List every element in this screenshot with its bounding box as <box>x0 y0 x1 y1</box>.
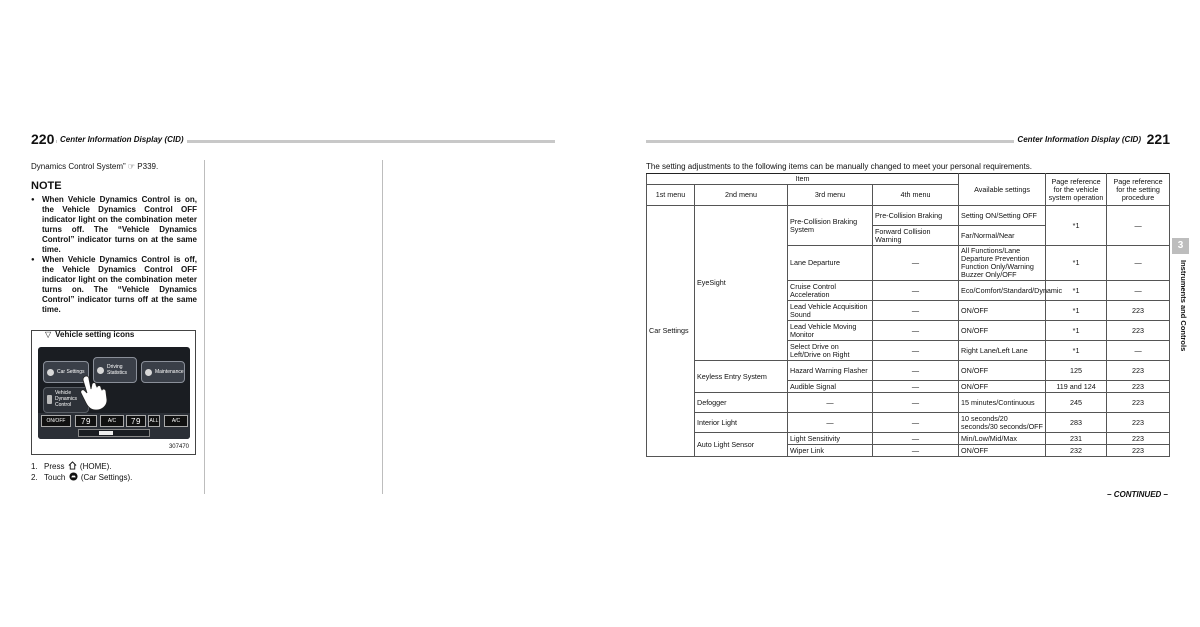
car-settings-table <box>646 173 1170 457</box>
chapter-label: Instruments and Controls <box>1179 260 1188 352</box>
column-divider <box>204 160 205 494</box>
cell-available: ON/OFF <box>959 445 1046 457</box>
cell-ref-system: *1 <box>1046 206 1107 246</box>
figure-code: 307470 <box>168 444 189 450</box>
header-available-settings: Available settings <box>959 174 1046 206</box>
step-text: Press <box>44 462 65 471</box>
instruction-steps <box>31 461 132 483</box>
note-heading: NOTE <box>31 180 62 192</box>
cell-4th-menu: — <box>873 246 959 281</box>
wrench-icon <box>145 369 152 376</box>
car-settings-icon <box>47 369 54 376</box>
cell-4th-menu: Pre-Collision Braking <box>873 206 959 226</box>
step-item <box>31 472 132 483</box>
cell-3rd-menu: — <box>788 393 873 413</box>
step-text: (Car Settings). <box>80 473 133 482</box>
cell-4th-menu: — <box>873 413 959 433</box>
right-temperature: 79 <box>126 415 146 427</box>
cell-available: ON/OFF <box>959 381 1046 393</box>
cell-ref-system: 119 and 124 <box>1046 381 1107 393</box>
cell-4th-menu: — <box>873 445 959 457</box>
cid-screen <box>38 347 190 439</box>
driving-statistics-label: Driving <box>107 364 123 370</box>
cell-4th-menu: — <box>873 341 959 361</box>
car-settings-icon <box>69 472 78 481</box>
vdc-icon <box>47 395 52 404</box>
fan-speed-level <box>99 431 113 435</box>
table-row <box>647 413 1170 433</box>
vdc-label: Vehicle <box>55 390 72 396</box>
left-page-header <box>31 131 555 147</box>
cell-ref-setting: — <box>1107 281 1170 301</box>
chapter-tab: 3 <box>1172 238 1189 254</box>
cell-3rd-menu: Lead Vehicle Acquisition Sound <box>788 301 873 321</box>
left-header-title: Center Information Display (CID) <box>57 134 187 145</box>
cell-available: 15 minutes/Continuous <box>959 393 1046 413</box>
fan-speed-bar[interactable] <box>78 429 150 437</box>
cell-3rd-menu: Pre-Collision Braking System <box>788 206 873 246</box>
cell-2nd-menu: Keyless Entry System <box>695 361 788 393</box>
vdc-label: Dynamics <box>55 396 77 402</box>
left-temperature: 79 <box>75 415 97 427</box>
vehicle-setting-icons-figure <box>31 330 196 455</box>
cell-3rd-menu: Lane Departure <box>788 246 873 281</box>
triangle-marker-icon: ▽ <box>45 330 52 339</box>
cell-4th-menu: — <box>873 433 959 445</box>
header-4th-menu: 4th menu <box>873 185 959 206</box>
cell-3rd-menu: Wiper Link <box>788 445 873 457</box>
table-intro-text: The setting adjustments to the following items can be manually changed to meet your personal requirements. <box>646 162 1032 171</box>
car-settings-label: Car Settings <box>57 369 85 375</box>
cell-available: ON/OFF <box>959 361 1046 381</box>
table-row <box>647 206 1170 226</box>
cell-ref-system: 245 <box>1046 393 1107 413</box>
cell-ref-system: *1 <box>1046 341 1107 361</box>
cell-ref-setting: 223 <box>1107 433 1170 445</box>
cell-3rd-menu: Audible Signal <box>788 381 873 393</box>
step-number: 1. <box>31 462 38 471</box>
cell-available: Far/Normal/Near <box>959 226 1046 246</box>
climate-onoff-button[interactable]: ON/OFF <box>41 415 71 427</box>
cell-ref-setting: — <box>1107 206 1170 246</box>
driving-statistics-label: Statistics <box>107 370 128 376</box>
table-row <box>647 433 1170 445</box>
cell-available: Min/Low/Mid/Max <box>959 433 1046 445</box>
cell-3rd-menu: Light Sensitivity <box>788 433 873 445</box>
cell-ref-system: *1 <box>1046 321 1107 341</box>
note-item: ● When Vehicle Dynamics Control is off, the Vehicle Dynamics Control OFF indicator light on the combination meter turns on. The “Vehicle Dynamics Control” indicator turns off at the same time. <box>31 255 197 315</box>
cell-ref-setting: — <box>1107 341 1170 361</box>
cell-4th-menu: — <box>873 281 959 301</box>
cell-2nd-menu: Auto Light Sensor <box>695 433 788 457</box>
header-item: Item <box>647 174 959 185</box>
driving-statistics-icon <box>97 367 104 374</box>
right-page-header <box>646 131 1170 147</box>
all-button[interactable]: ALL <box>148 415 160 427</box>
cell-available: ON/OFF <box>959 301 1046 321</box>
cell-ref-system: 232 <box>1046 445 1107 457</box>
cell-ref-system: *1 <box>1046 301 1107 321</box>
ac-button[interactable]: A/C <box>164 415 188 427</box>
cell-3rd-menu: Hazard Warning Flasher <box>788 361 873 381</box>
cell-ref-system: *1 <box>1046 246 1107 281</box>
left-text-column <box>31 162 197 339</box>
cell-ref-setting: 223 <box>1107 381 1170 393</box>
note-list <box>31 195 197 315</box>
cell-ref-system: *1 <box>1046 281 1107 301</box>
cell-3rd-menu: Cruise Control Acceleration <box>788 281 873 301</box>
cell-ref-system: 125 <box>1046 361 1107 381</box>
step-text: Touch <box>44 473 66 482</box>
header-2nd-menu: 2nd menu <box>695 185 788 206</box>
step-item <box>31 461 132 472</box>
cell-available: All Functions/Lane Departure Prevention Function Only/Warning Buzzer Only/OFF <box>959 246 1046 281</box>
cell-ref-setting: 223 <box>1107 321 1170 341</box>
header-page-ref-system: Page reference for the vehicle system operation <box>1046 174 1107 206</box>
cell-ref-system: 231 <box>1046 433 1107 445</box>
pointing-hand-icon <box>80 375 110 411</box>
cell-4th-menu: — <box>873 301 959 321</box>
cell-ref-setting: 223 <box>1107 361 1170 381</box>
right-header-title: Center Information Display (CID) <box>1014 134 1144 145</box>
cell-4th-menu: — <box>873 381 959 393</box>
cell-2nd-menu: EyeSight <box>695 206 788 361</box>
cell-4th-menu: — <box>873 321 959 341</box>
cell-ref-setting: 223 <box>1107 445 1170 457</box>
cell-available: ON/OFF <box>959 321 1046 341</box>
cell-2nd-menu: Defogger <box>695 393 788 413</box>
header-1st-menu: 1st menu <box>647 185 695 206</box>
note-item: ● When Vehicle Dynamics Control is on, the Vehicle Dynamics Control OFF indicator light on the combination meter turns off. The “Vehicle Dynamics Control” indicator turns on at the same time. <box>31 195 197 255</box>
cell-4th-menu: — <box>873 361 959 381</box>
header-page-ref-setting: Page reference for the setting procedure <box>1107 174 1170 206</box>
cell-available: Right Lane/Left Lane <box>959 341 1046 361</box>
cell-3rd-menu: Lead Vehicle Moving Monitor <box>788 321 873 341</box>
intro-text: Dynamics Control System” ☞ P339. <box>31 162 159 171</box>
ac-indicator: A/C <box>100 415 124 427</box>
vdc-label: Control <box>55 402 72 408</box>
home-icon <box>68 461 77 470</box>
cell-3rd-menu: Select Drive on Left/Drive on Right <box>788 341 873 361</box>
maintenance-tile[interactable] <box>141 361 185 383</box>
page-indicator <box>98 352 128 354</box>
cell-ref-system: 283 <box>1046 413 1107 433</box>
cell-4th-menu: Forward Collision Warning <box>873 226 959 246</box>
step-text: (HOME). <box>79 462 112 471</box>
cell-4th-menu: — <box>873 393 959 413</box>
cell-ref-setting: 223 <box>1107 301 1170 321</box>
cell-1st-menu: Car Settings <box>647 206 695 457</box>
cell-2nd-menu: Interior Light <box>695 413 788 433</box>
cell-ref-setting: 223 <box>1107 393 1170 413</box>
subheading-text: Vehicle setting icons <box>55 330 135 339</box>
maintenance-label: Maintenance <box>155 369 184 375</box>
column-divider <box>382 160 383 494</box>
right-page-number: 221 <box>1144 131 1170 147</box>
table-row <box>647 393 1170 413</box>
cell-available: 10 seconds/20 seconds/30 seconds/OFF <box>959 413 1046 433</box>
header-3rd-menu: 3rd menu <box>788 185 873 206</box>
step-number: 2. <box>31 473 38 482</box>
table-row <box>647 361 1170 381</box>
left-page-number: 220 <box>31 131 55 147</box>
cell-available: Eco/Comfort/Standard/Dynamic <box>959 281 1046 301</box>
cell-ref-setting: 223 <box>1107 413 1170 433</box>
continued-marker: – CONTINUED – <box>1107 490 1168 499</box>
cell-ref-setting: — <box>1107 246 1170 281</box>
cell-3rd-menu: — <box>788 413 873 433</box>
cell-available: Setting ON/Setting OFF <box>959 206 1046 226</box>
climate-control-bar <box>38 413 190 439</box>
